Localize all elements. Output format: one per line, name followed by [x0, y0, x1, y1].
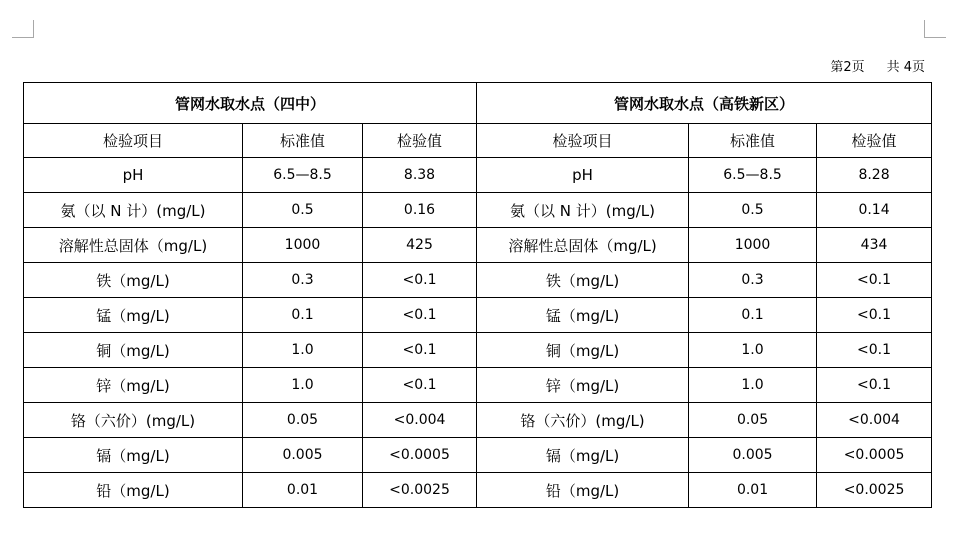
- standard-cell: 0.1: [689, 298, 817, 333]
- table-row: [24, 438, 932, 473]
- item-cell: pH: [24, 158, 243, 193]
- standard-cell: 1.0: [243, 368, 363, 403]
- item-cell: pH: [477, 158, 689, 193]
- item-cell: 氨（以 N 计）(mg/L): [477, 193, 689, 228]
- crop-mark-top-left: [12, 20, 34, 38]
- header-measured: 检验值: [363, 124, 477, 158]
- measured-cell-sizhong: 425: [363, 228, 477, 263]
- item-cell: 镉（mg/L): [24, 438, 243, 473]
- water-quality-table: [23, 82, 932, 508]
- standard-cell: 0.3: [243, 263, 363, 298]
- item-cell: 氨（以 N 计）(mg/L): [24, 193, 243, 228]
- standard-cell: 1000: [689, 228, 817, 263]
- item-cell: 溶解性总固体（mg/L): [24, 228, 243, 263]
- standard-cell: 0.01: [243, 473, 363, 508]
- measured-cell-sizhong: <0.0005: [363, 438, 477, 473]
- item-cell: 镉（mg/L): [477, 438, 689, 473]
- total-pages: 共 4页: [886, 60, 925, 75]
- measured-cell-gaotie: <0.0005: [817, 438, 932, 473]
- header-standard: 标准值: [689, 124, 817, 158]
- page-indicator: [700, 60, 925, 76]
- standard-cell: 0.005: [689, 438, 817, 473]
- measured-cell-sizhong: 0.16: [363, 193, 477, 228]
- measured-cell-sizhong: 8.38: [363, 158, 477, 193]
- site-title-sizhong: 管网水取水点（四中）: [24, 83, 477, 124]
- table-row: [24, 263, 932, 298]
- header-standard: 标准值: [243, 124, 363, 158]
- measured-cell-gaotie: 434: [817, 228, 932, 263]
- item-cell: 铁（mg/L): [477, 263, 689, 298]
- table-row: [24, 158, 932, 193]
- table-row: [24, 473, 932, 508]
- standard-cell: 1000: [243, 228, 363, 263]
- site-title-gaotie: 管网水取水点（高铁新区）: [477, 83, 932, 124]
- standard-cell: 1.0: [689, 368, 817, 403]
- measured-cell-sizhong: <0.1: [363, 368, 477, 403]
- table-row: [24, 403, 932, 438]
- standard-cell: 0.5: [243, 193, 363, 228]
- standard-cell: 0.005: [243, 438, 363, 473]
- table-row: [24, 333, 932, 368]
- site-header-row: [24, 83, 932, 124]
- standard-cell: 1.0: [243, 333, 363, 368]
- header-item: 检验项目: [24, 124, 243, 158]
- standard-cell: 0.5: [689, 193, 817, 228]
- item-cell: 溶解性总固体（mg/L): [477, 228, 689, 263]
- item-cell: 锌（mg/L): [24, 368, 243, 403]
- measured-cell-gaotie: <0.1: [817, 368, 932, 403]
- measured-cell-gaotie: <0.1: [817, 333, 932, 368]
- column-header-row: [24, 124, 932, 158]
- standard-cell: 6.5—8.5: [243, 158, 363, 193]
- table-row: [24, 368, 932, 403]
- measured-cell-sizhong: <0.1: [363, 263, 477, 298]
- measured-cell-sizhong: <0.1: [363, 298, 477, 333]
- standard-cell: 0.05: [689, 403, 817, 438]
- measured-cell-gaotie: 8.28: [817, 158, 932, 193]
- table-row: [24, 298, 932, 333]
- item-cell: 锰（mg/L): [24, 298, 243, 333]
- crop-mark-top-right: [924, 20, 946, 38]
- header-measured: 检验值: [817, 124, 932, 158]
- standard-cell: 0.1: [243, 298, 363, 333]
- item-cell: 铅（mg/L): [477, 473, 689, 508]
- measured-cell-sizhong: <0.004: [363, 403, 477, 438]
- measured-cell-gaotie: <0.0025: [817, 473, 932, 508]
- measured-cell-gaotie: <0.1: [817, 298, 932, 333]
- measured-cell-gaotie: 0.14: [817, 193, 932, 228]
- measured-cell-gaotie: <0.1: [817, 263, 932, 298]
- item-cell: 铅（mg/L): [24, 473, 243, 508]
- table-row: [24, 193, 932, 228]
- current-page: 第2页: [830, 60, 865, 75]
- item-cell: 铬（六价）(mg/L): [24, 403, 243, 438]
- table-row: [24, 228, 932, 263]
- measured-cell-gaotie: <0.004: [817, 403, 932, 438]
- item-cell: 铜（mg/L): [24, 333, 243, 368]
- standard-cell: 0.01: [689, 473, 817, 508]
- standard-cell: 0.05: [243, 403, 363, 438]
- header-item: 检验项目: [477, 124, 689, 158]
- measured-cell-sizhong: <0.0025: [363, 473, 477, 508]
- standard-cell: 1.0: [689, 333, 817, 368]
- standard-cell: 6.5—8.5: [689, 158, 817, 193]
- measured-cell-sizhong: <0.1: [363, 333, 477, 368]
- item-cell: 锌（mg/L): [477, 368, 689, 403]
- item-cell: 铜（mg/L): [477, 333, 689, 368]
- item-cell: 锰（mg/L): [477, 298, 689, 333]
- item-cell: 铁（mg/L): [24, 263, 243, 298]
- item-cell: 铬（六价）(mg/L): [477, 403, 689, 438]
- standard-cell: 0.3: [689, 263, 817, 298]
